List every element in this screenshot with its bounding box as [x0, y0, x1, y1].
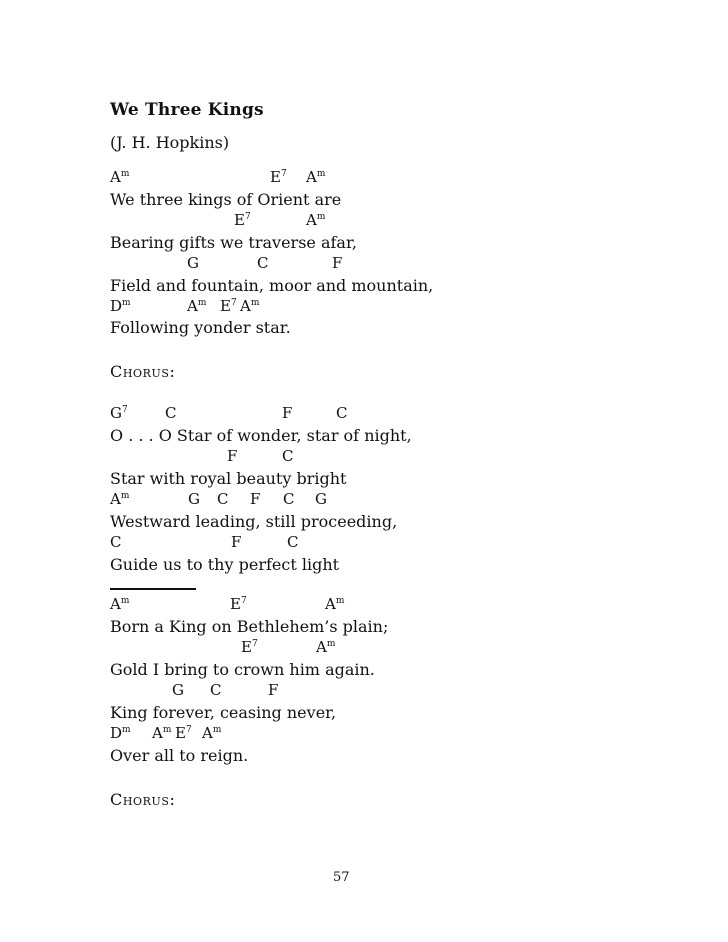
chord-quality: m	[120, 596, 130, 606]
chord-symbol: $E^7$	[270, 168, 287, 186]
chord-line	[110, 595, 610, 615]
chord-quality: 7	[280, 169, 287, 179]
chord-symbol: F	[250, 490, 261, 508]
chord-symbol: G	[172, 681, 184, 699]
chord-symbol: $D^m$	[110, 297, 131, 315]
chord-quality: 7	[240, 596, 247, 606]
chord-symbol: $A^m$	[152, 724, 172, 742]
chord-line	[110, 681, 610, 701]
chord-symbol: $A^m$	[110, 595, 130, 613]
chord-symbol: C	[110, 533, 122, 551]
chord-symbol: $A^m$	[306, 211, 326, 229]
chord-symbol: $E^7$	[230, 595, 247, 613]
section-rule	[110, 588, 196, 590]
chord-quality: 7	[121, 405, 128, 415]
chord-line	[110, 254, 610, 274]
lyric-line: O . . . O Star of wonder, star of night,	[110, 426, 412, 445]
lyric-line: Following yonder star.	[110, 318, 291, 337]
lyric-line: Bearing gifts we traverse afar,	[110, 233, 357, 252]
chord-symbol: F	[332, 254, 343, 272]
chord-quality: m	[316, 212, 326, 222]
chord-quality: m	[316, 169, 326, 179]
chorus-label: Chorus:	[110, 362, 176, 381]
chord-symbol: $A^m$	[110, 490, 130, 508]
chord-line	[110, 297, 610, 317]
chord-line	[110, 447, 610, 467]
chord-quality: m	[197, 298, 207, 308]
chord-symbol: C	[217, 490, 229, 508]
chord-line	[110, 211, 610, 231]
chord-symbol: G	[187, 254, 199, 272]
chord-quality: 7	[185, 725, 192, 735]
chord-symbol: $A^m$	[202, 724, 222, 742]
chord-symbol: C	[257, 254, 269, 272]
lyric-line: Star with royal beauty bright	[110, 469, 347, 488]
chord-line	[110, 404, 610, 424]
lyric-line: Gold I bring to crown him again.	[110, 660, 375, 679]
chorus-label: Chorus:	[110, 790, 176, 809]
lyric-line: King forever, ceasing never,	[110, 703, 337, 722]
lyric-line: Born a King on Bethlehem’s plain;	[110, 617, 389, 636]
chord-symbol: C	[165, 404, 177, 422]
chord-quality: m	[250, 298, 260, 308]
chord-quality: m	[120, 169, 130, 179]
chord-symbol: G	[188, 490, 200, 508]
chord-symbol: $A^m$	[306, 168, 326, 186]
chord-quality: m	[122, 725, 131, 735]
chord-symbol: $A^m$	[325, 595, 345, 613]
chord-symbol: $E^7$	[241, 638, 258, 656]
chord-quality: m	[120, 491, 130, 501]
chord-symbol: F	[227, 447, 238, 465]
chord-symbol: $A^m$	[110, 168, 130, 186]
chord-quality: m	[212, 725, 222, 735]
chord-symbol: $D^m$	[110, 724, 131, 742]
chord-symbol: $A^m$	[316, 638, 336, 656]
lyric-line: Westward leading, still proceeding,	[110, 512, 398, 531]
song-author: (J. H. Hopkins)	[110, 133, 230, 152]
chord-line	[110, 533, 610, 553]
chord-line	[110, 638, 610, 658]
chord-symbol: $E^7$	[234, 211, 251, 229]
chord-quality: 7	[251, 639, 258, 649]
chord-symbol: F	[231, 533, 242, 551]
chord-symbol: G	[315, 490, 327, 508]
chord-quality: m	[162, 725, 172, 735]
chord-line	[110, 724, 610, 744]
chord-symbol: $G^7$	[110, 404, 128, 422]
chord-symbol: C	[210, 681, 222, 699]
chord-symbol: $A^m$	[240, 297, 260, 315]
chord-line	[110, 168, 610, 188]
chord-symbol: C	[282, 447, 294, 465]
song-title: We Three Kings	[110, 100, 264, 120]
chord-line	[110, 490, 610, 510]
lyric-line: Over all to reign.	[110, 746, 249, 765]
lyric-line: Guide us to thy perfect light	[110, 555, 340, 574]
chord-quality: m	[335, 596, 345, 606]
chord-quality: 7	[244, 212, 251, 222]
chord-symbol: C	[283, 490, 295, 508]
chord-symbol: F	[282, 404, 293, 422]
chord-quality: m	[122, 298, 131, 308]
chord-quality: m	[326, 639, 336, 649]
lyric-line: We three kings of Orient are	[110, 190, 342, 209]
chord-symbol: $E^7$	[220, 297, 237, 315]
chord-symbol: $E^7$	[175, 724, 192, 742]
page-number: 57	[333, 870, 350, 885]
lyric-line: Field and fountain, moor and mountain,	[110, 276, 434, 295]
chord-symbol: F	[268, 681, 279, 699]
chord-symbol: C	[336, 404, 348, 422]
chord-symbol: C	[287, 533, 299, 551]
chord-symbol: $A^m$	[187, 297, 207, 315]
chord-quality: 7	[230, 298, 237, 308]
